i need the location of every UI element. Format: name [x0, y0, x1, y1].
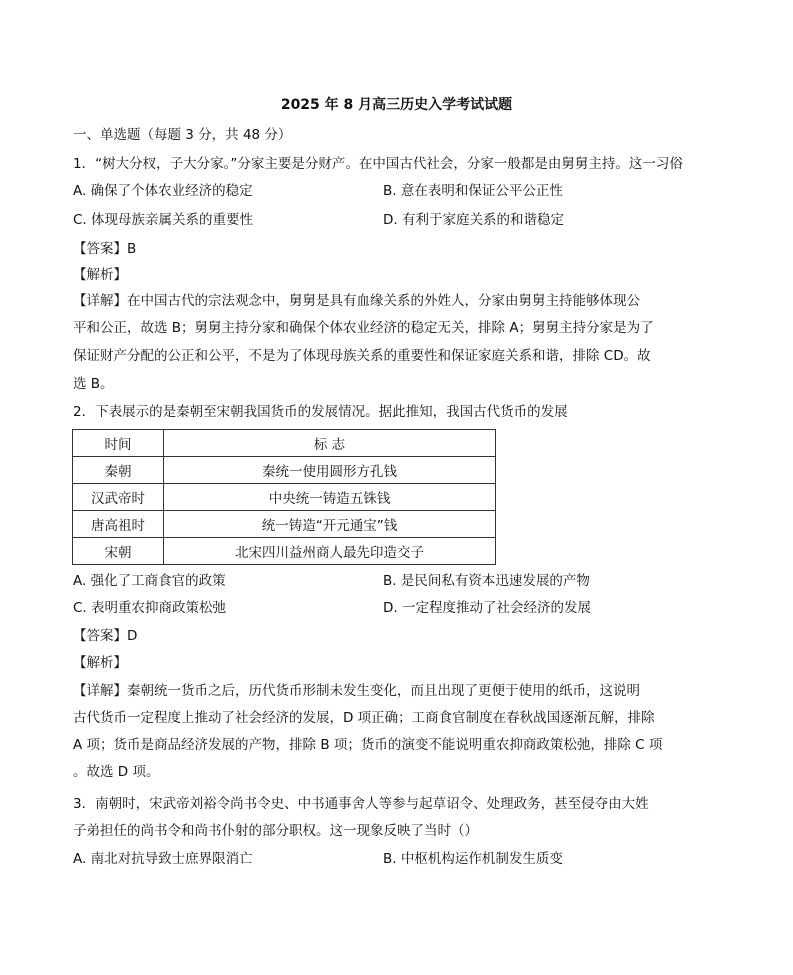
question-3-stem-line: 3．南朝时，宋武帝刘裕令尚书令史、中书通事舍人等参与起草诏令、处理政务，甚至侵夺由大姓: [73, 796, 649, 812]
question-2-option-d: D. 一定程度推动了社会经济的发展: [383, 600, 591, 616]
question-1-option-a: A. 确保了个体农业经济的稳定: [73, 183, 253, 199]
section-heading: 一、单选题（每题 3 分，共 48 分）: [73, 127, 292, 143]
table-header-cell: 时间: [73, 430, 164, 457]
question-2-stem: 2．下表展示的是秦朝至宋朝我国货币的发展情况。据此推知，我国古代货币的发展: [73, 404, 568, 420]
question-3-stem-line: 子弟担任的尚书令和尚书仆射的部分职权。这一现象反映了当时（）: [73, 823, 478, 839]
question-1-analysis-label: 【解析】: [73, 267, 127, 283]
question-2-option-a: A. 强化了工商食官的政策: [73, 573, 226, 589]
question-2-detail-line: 古代货币一定程度上推动了社会经济的发展，D 项正确；工商食官制度在春秋战国逐渐瓦解，排除: [73, 710, 655, 726]
question-1-detail-line: 平和公正，故选 B；舅舅主持分家和确保个体农业经济的稳定无关，排除 A；舅舅主持分家是为了: [73, 320, 654, 336]
table-row: [73, 511, 496, 538]
table-row: [73, 538, 496, 565]
table-cell: 宋朝: [73, 538, 164, 565]
table-row: [73, 457, 496, 484]
question-2-answer: 【答案】D: [73, 628, 138, 644]
question-3-option-a: A. 南北对抗导致士庶界限消亡: [73, 851, 253, 867]
table-header-row: [73, 430, 496, 457]
table-cell: 北宋四川益州商人最先印造交子: [164, 538, 496, 565]
question-2-detail-line: A 项；货币是商品经济发展的产物，排除 B 项；货币的演变不能说明重农抑商政策松弛，排除 C 项: [73, 737, 663, 753]
table-cell: 中央统一铸造五铢钱: [164, 484, 496, 511]
table-cell: 汉武帝时: [73, 484, 164, 511]
question-1-detail-line: 保证财产分配的公正和公平，不是为了体现母族关系的重要性和保证家庭关系和谐，排除 CD。故: [73, 348, 651, 364]
question-1-detail-line: 选 B。: [73, 376, 114, 392]
question-2-detail-line: 【详解】秦朝统一货币之后，历代货币形制未发生变化，而且出现了更便于使用的纸币，这说明: [73, 683, 640, 699]
question-3-option-b: B. 中枢机构运作机制发生质变: [383, 851, 563, 867]
table-cell: 统一铸造“开元通宝”钱: [164, 511, 496, 538]
question-2-option-b: B. 是民间私有资本迅速发展的产物: [383, 573, 590, 589]
question-1-option-d: D. 有利于家庭关系的和谐稳定: [383, 212, 564, 228]
page-title: 2025 年 8 月高三历史入学考试试题: [280, 97, 513, 113]
table-cell: 秦朝: [73, 457, 164, 484]
table-row: [73, 484, 496, 511]
table-header-cell: 标 志: [164, 430, 496, 457]
currency-table: [72, 429, 496, 565]
question-1-stem: 1．“树大分杈，子大分家。”分家主要是分财产。在中国古代社会，分家一般都是由舅舅主持。这一习俗: [73, 156, 683, 172]
question-2-option-c: C. 表明重农抑商政策松弛: [73, 600, 227, 616]
table-cell: 秦统一使用圆形方孔钱: [164, 457, 496, 484]
question-2-analysis-label: 【解析】: [73, 655, 127, 671]
question-1-option-c: C. 体现母族亲属关系的重要性: [73, 212, 254, 228]
question-1-option-b: B. 意在表明和保证公平公正性: [383, 183, 563, 199]
question-2-detail-line: 。故选 D 项。: [73, 764, 160, 780]
table-cell: 唐高祖时: [73, 511, 164, 538]
question-1-answer: 【答案】B: [73, 241, 137, 257]
question-1-detail-line: 【详解】在中国古代的宗法观念中，舅舅是具有血缘关系的外姓人，分家由舅舅主持能够体现公: [73, 293, 640, 309]
